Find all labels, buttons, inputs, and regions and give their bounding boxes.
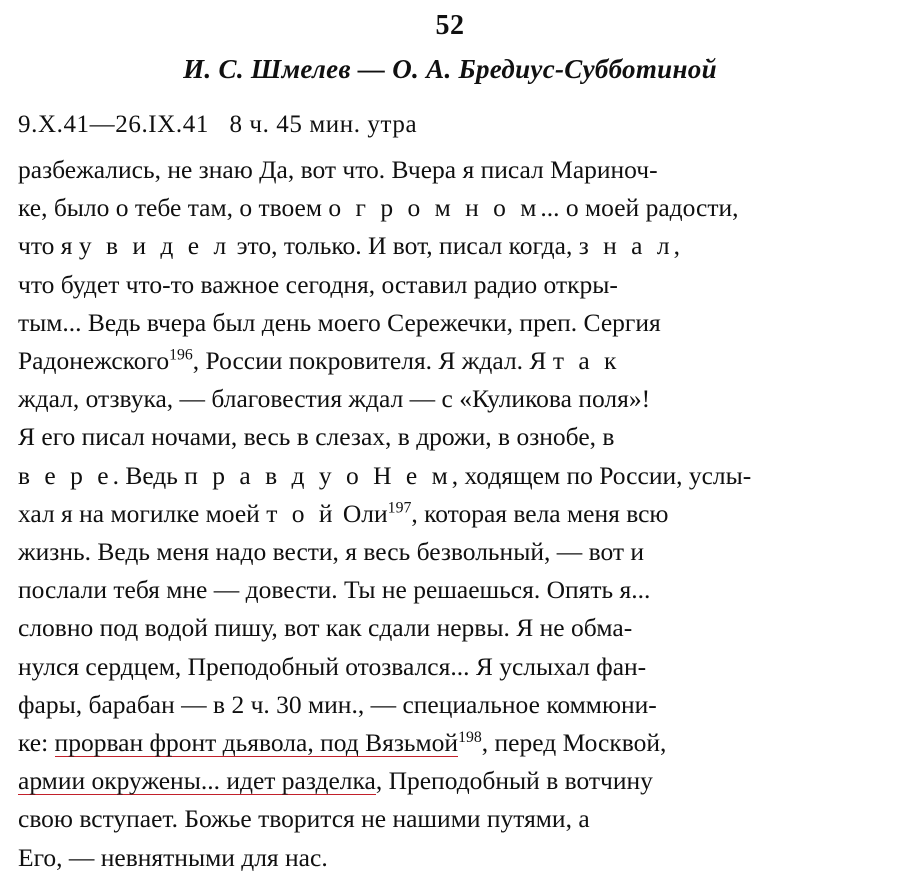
spaced-emphasis: з н а л xyxy=(578,231,674,261)
line-text: что я xyxy=(18,231,79,261)
line-text: , которая вела меня всю xyxy=(411,498,669,528)
line-text: хал я на могилке моей xyxy=(18,498,267,528)
footnote-marker: 198 xyxy=(458,728,482,746)
line-text: Я его писал ночами, весь в слезах, в дрожи, в ознобе, в xyxy=(18,422,615,452)
text-line xyxy=(18,724,884,762)
line-text: послали тебя мне — довести. Ты не решаешься. Опять я... xyxy=(18,575,651,605)
text-line xyxy=(18,189,884,227)
spaced-emphasis: т а к xyxy=(552,346,621,376)
line-text: ке, было о тебе там, о твоем xyxy=(18,193,329,223)
line-text: жизнь. Ведь меня надо вести, я весь безвольный, — вот и xyxy=(18,537,645,567)
text-line xyxy=(18,266,884,304)
line-text: , xyxy=(673,231,680,261)
text-line xyxy=(18,304,884,342)
line-text: тым... Ведь вчера был день моего Сережечки, преп. Сергия xyxy=(18,307,661,337)
text-line xyxy=(18,342,884,380)
line-text: Радонежского xyxy=(18,346,170,376)
text-line xyxy=(18,380,884,418)
text-line xyxy=(18,648,884,686)
text-line xyxy=(18,151,884,189)
line-text: , Преподобный в вотчину xyxy=(375,766,653,796)
line-text: нулся сердцем, Преподобный отозвался... Я услыхал фан- xyxy=(18,651,647,681)
line-text: что будет что-то важное сегодня, оставил радио откры- xyxy=(18,269,618,299)
line-text: , ходящем по России, услы- xyxy=(451,460,752,490)
text-line xyxy=(18,571,884,609)
dateline: 9.X.41—26.IX.41 8 ч. 45 мин. утра xyxy=(18,111,418,138)
text-line xyxy=(18,457,884,495)
line-text: , России покровителя. Я ждал. Я xyxy=(192,346,553,376)
running-head: И. С. Шмелев — О. А. Бредиус-Субботиной xyxy=(183,54,717,84)
text-line xyxy=(18,418,884,456)
text-line xyxy=(18,495,884,533)
line-text: разбежались, не знаю Да, вот что. Вчера я писал Мариноч- xyxy=(18,155,658,184)
text-line xyxy=(18,800,884,838)
text-line xyxy=(18,839,884,877)
line-text: Его, — невнятными для нас. xyxy=(18,842,328,872)
spaced-emphasis: т о й xyxy=(266,498,337,528)
text-line xyxy=(18,762,884,800)
text-line xyxy=(18,686,884,724)
footnote-marker: 197 xyxy=(387,499,412,517)
text-line xyxy=(18,609,884,647)
spaced-emphasis: п р а в д у о Н е м xyxy=(184,460,452,490)
line-text: ждал, отзвука, — благовестия ждал — с «Куликова поля»! xyxy=(18,384,651,414)
spaced-emphasis: у в и д е л xyxy=(78,231,231,261)
line-text: словно под водой пишу, вот как сдали нервы. Я не обма- xyxy=(18,613,633,643)
spaced-emphasis: о г р о м н о м xyxy=(328,193,541,223)
red-underlined-text: прорван фронт дьявола, под Вязьмой xyxy=(54,728,459,758)
line-text: ... о моей радости, xyxy=(540,193,739,223)
letter-body xyxy=(18,151,884,877)
line-text: Оли xyxy=(336,498,388,528)
line-text: ке: xyxy=(18,728,55,758)
line-text: . Ведь xyxy=(112,460,185,490)
document-page xyxy=(0,10,900,872)
text-line xyxy=(18,533,884,571)
text-line xyxy=(18,227,884,265)
page-number: 52 xyxy=(435,10,465,41)
footnote-marker: 196 xyxy=(169,346,193,364)
line-text: фары, барабан — в 2 ч. 30 мин., — специальное коммюни- xyxy=(18,689,657,719)
line-text: свою вступает. Божье творится не нашими путями, а xyxy=(18,804,590,834)
red-underlined-text: армии окружены... идет разделка xyxy=(18,766,376,796)
line-text: это, только. И вот, писал когда, xyxy=(230,231,579,261)
line-text: , перед Москвой, xyxy=(481,728,667,758)
spaced-emphasis: в е р е xyxy=(18,460,113,490)
